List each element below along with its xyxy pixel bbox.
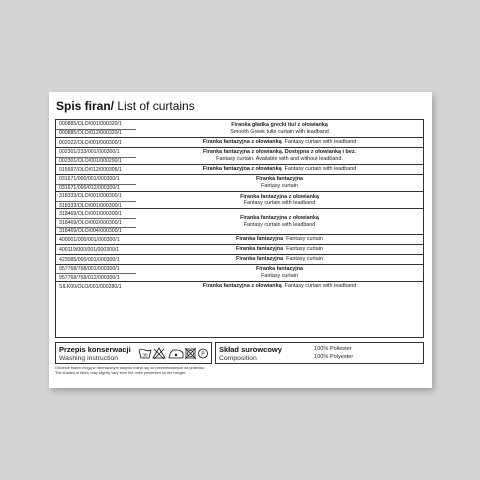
product-code: 957768/768/001/000300/1 [59,265,120,272]
table-row [56,254,423,264]
description-polish: Firanka fantazyjna [236,246,284,253]
description-english: Smooth Greek tulle curtain with leadband [230,128,329,135]
code-column [56,245,136,254]
code-column [56,209,136,234]
code-column [56,255,136,264]
description-cell [136,209,423,234]
description-polish: Firanka fantazyjna z ołowianką. Dostępna z ołowianką i bez. [202,149,357,156]
no-bleach-icon [153,348,165,359]
code-column [56,165,136,174]
description-english: Fantasy curtain [286,246,323,253]
product-code: 423085/000/001/000300/1 [59,256,120,263]
description-english: Fantasy curtain with leadband [243,200,316,207]
table-row [56,174,423,191]
svg-text:30: 30 [142,352,148,358]
care-label-polish: Przepis konserwacji [59,345,131,354]
composition-box [215,342,424,364]
product-code: 318469/OLO/002/000300/1 [56,218,136,227]
product-code: 318333/OLO/001/000300/1 [59,193,122,200]
product-code: 002301/OLO/001/000290/1 [56,157,136,166]
product-code: 000885/OLO/012/000320/1 [56,129,136,138]
description-cell [136,282,423,291]
description-polish: Firanka fantazyjna z ołowianką [240,215,319,222]
description-cell [136,192,423,208]
description-cell [136,175,423,191]
product-code: 400001/000/001/000300/1 [59,237,120,244]
description-cell [136,265,423,281]
footnote-english: The shades of fabric may slightly vary from the ones presented on the hanger. [55,371,187,375]
description-polish: Firanka fantazyjna z ołowianką [202,139,282,146]
composition-value-english: 100% Polyester [314,354,354,360]
description-english: Fantasy curtain. Available with and without leadband. [216,156,343,163]
code-column [56,235,136,244]
table-row [56,191,423,208]
svg-text:P: P [201,351,205,358]
description-english: Fantasy curtain with leadband [284,166,357,173]
product-code: 031671/000/001/000300/1 [59,176,120,183]
code-column [56,192,136,208]
description-cell [136,255,423,264]
curtain-list-card [49,92,432,388]
description-polish: Firanka fantazyjna [255,265,304,272]
description-polish: Firanka fantazyjna z ołowianką [240,193,319,200]
description-english: Fantasy curtain with leadband [284,282,357,289]
table-row [56,234,423,244]
table-row [56,208,423,234]
description-polish: Firanka fantazyjna [255,176,304,183]
iron-low-icon [169,350,183,358]
composition-label-polish: Skład surowcowy [219,345,282,354]
code-column [56,282,136,291]
code-column [56,148,136,164]
care-box [55,342,212,364]
product-code: 015697/OLO/012/000305/1 [59,167,122,174]
product-code: 400119/000/001/000300/1 [59,246,120,253]
description-polish: Firanka fantazyjna z ołowianką [202,282,282,289]
description-english: Fantasy curtain with leadband [243,221,316,228]
description-cell [136,245,423,254]
wash-30-icon [139,349,151,358]
product-code: 031671/000/012/000300/1 [56,184,136,193]
product-code: 318333/OLO/001/000300/1 [56,201,136,210]
title-english: List of curtains [114,99,195,113]
description-polish: Firanka fantazyjna z ołowianką [202,166,282,173]
description-english: Fantasy curtain [286,236,323,243]
code-column [56,265,136,281]
code-column [56,138,136,147]
title-polish: Spis firan/ [56,99,115,113]
code-column [56,120,136,137]
product-code: 002301/233/001/000300/1 [59,149,120,156]
table-row [56,137,423,147]
description-polish: Firanka gładka grecki tiul z ołowianką [231,121,328,128]
no-tumble-dry-icon [185,348,196,359]
description-polish: Firanka fantazyjna [236,236,284,243]
description-english: Fantasy curtain [286,255,323,262]
product-code: 318469/OLO/004/000300/1 [56,227,136,236]
composition-value-polish: 100% Poliester [314,346,352,352]
code-column [56,175,136,191]
table-row [56,164,423,174]
care-symbols [138,346,210,361]
footnote-polish: Odcienie tkanin mogą w nieznacznym stopniu różnić się od prezentowanych na próbniku. [55,366,206,370]
product-code: 957768/768/012/000300/1 [56,273,136,282]
table-row [56,147,423,164]
product-code: 318469/OLO/001/000300/1 [59,210,122,217]
description-cell [136,235,423,244]
description-cell [136,138,423,147]
description-english: Fantasy curtain with leadband [284,139,357,146]
composition-label-english: Composition [219,355,257,362]
table-row [56,281,423,291]
description-english: Fantasy curtain [261,183,298,190]
product-code: SILK00/OLO/001/000280/1 [59,283,122,290]
bottom-section [55,342,424,364]
dry-clean-p-icon [199,349,208,358]
description-polish: Firanka fantazyjna [236,255,284,262]
description-cell [136,120,423,137]
product-code: 000885/OLO/001/000320/1 [59,121,122,128]
description-cell [136,148,423,164]
card-title [56,99,195,113]
product-code: 002022/OLO/001/000300/1 [59,140,122,147]
table-row [56,244,423,254]
description-english: Fantasy curtain [261,272,298,279]
description-cell [136,165,423,174]
care-label-english: Washing instruction [59,355,119,362]
table-row [56,120,423,137]
table-row [56,264,423,281]
curtain-table [55,119,424,338]
